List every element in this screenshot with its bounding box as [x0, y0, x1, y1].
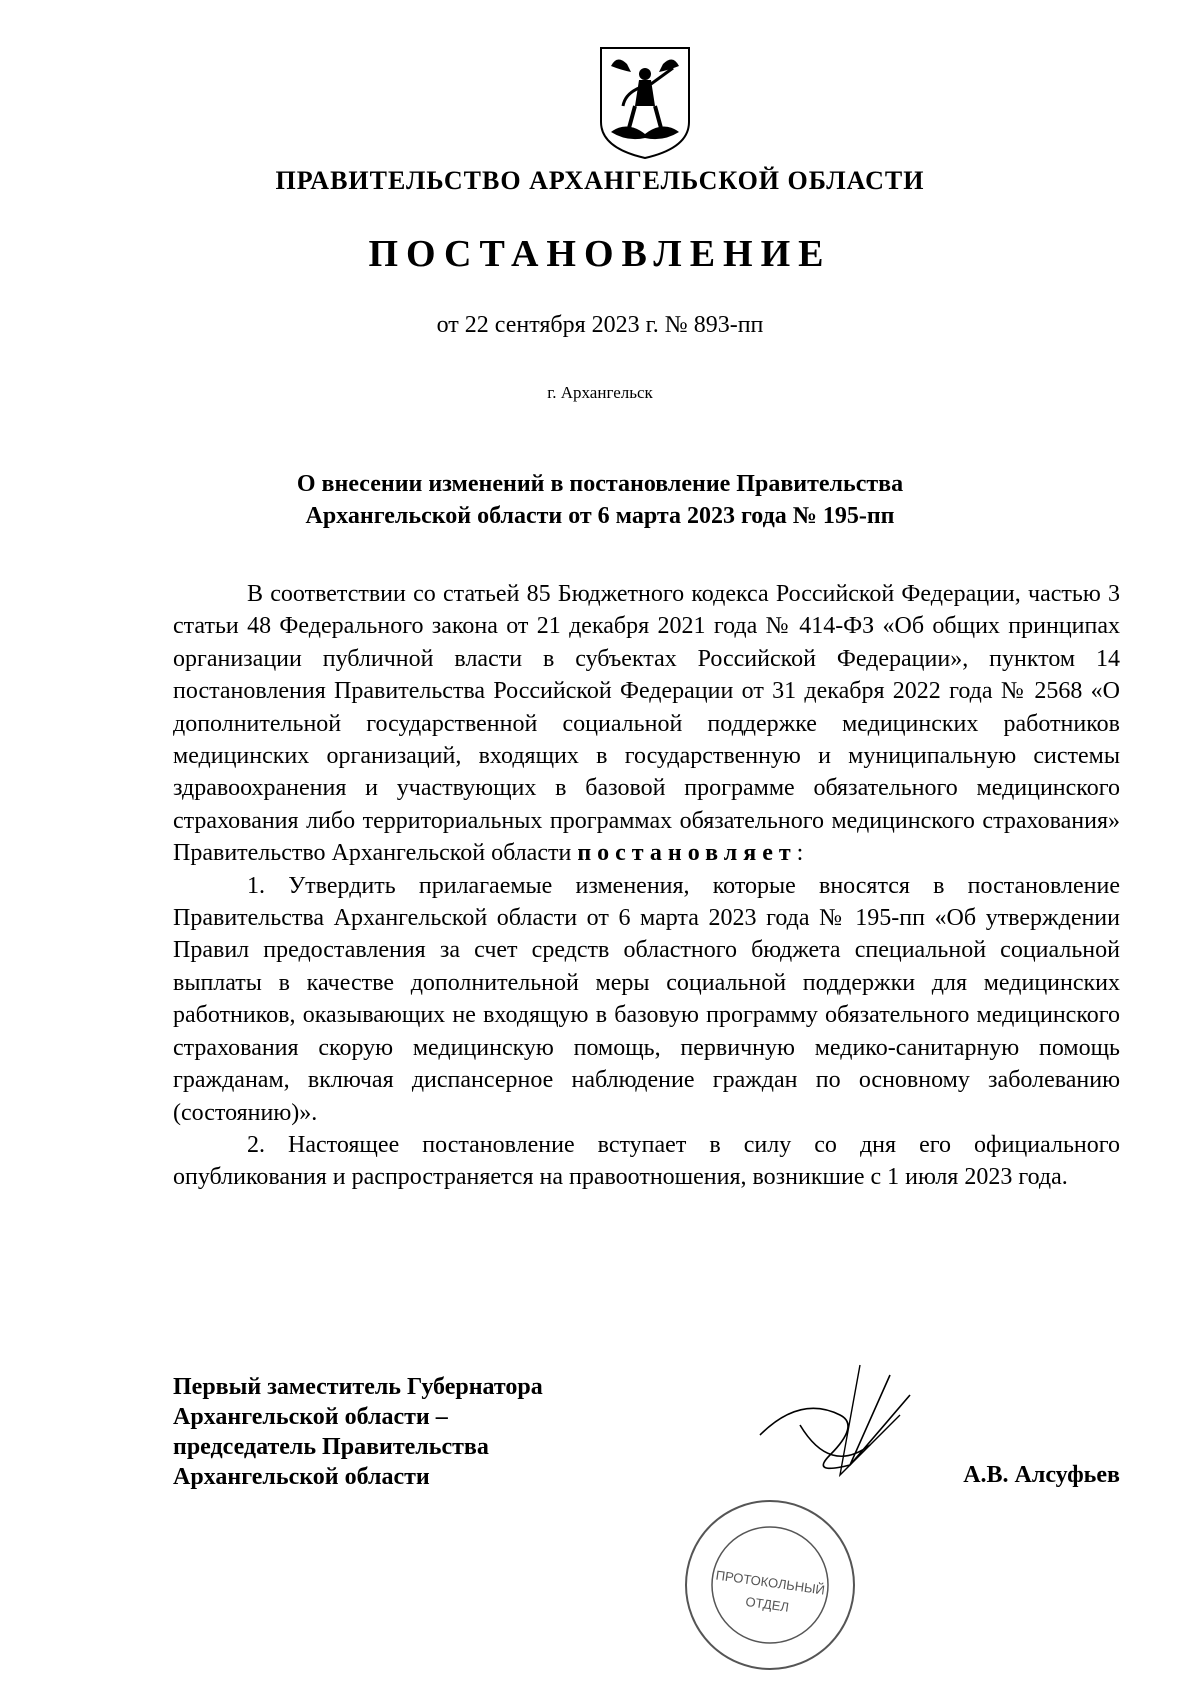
stamp-center-text-2: ОТДЕЛ	[744, 1593, 790, 1615]
document-subject	[200, 468, 1000, 532]
subject-line-2: Архангельской области от 6 марта 2023 года № 195-пп	[305, 503, 895, 529]
decree-colon: :	[796, 840, 804, 867]
item-1-paragraph: 1. Утвердить прилагаемые изменения, которые вносятся в постановление Правительства Архангельской области от 6 марта 2023 года № 195-пп «Об утверждении Правил предоставления за счет средств областного бюджета специальной социальной выплаты в качестве дополнительной меры социальной поддержки для медицинских работников, оказывающих не входящую в базовую программу обязательного медицинского страхования скорую медицинскую помощь, первичную медико-санитарную помощь гражданам, включая диспансерное наблюдение граждан по основному заболеванию (состоянию)».	[173, 872, 1120, 1126]
handwritten-signature-icon	[740, 1355, 940, 1505]
official-seal-stamp	[680, 1495, 860, 1675]
document-date-number: от 22 сентября 2023 г. № 893-пп	[436, 312, 764, 338]
signer-position-line: председатель Правительства	[173, 1434, 489, 1460]
subject-line-1: О внесении изменений в постановление Правительства	[296, 471, 904, 497]
signer-position-line: Архангельской области	[173, 1464, 430, 1490]
document-body	[173, 578, 1120, 1194]
signer-position	[173, 1372, 693, 1492]
signer-position-line: Архангельской области –	[173, 1404, 448, 1430]
government-name: ПРАВИТЕЛЬСТВО АРХАНГЕЛЬСКОЙ ОБЛАСТИ	[275, 166, 925, 195]
document-city: г. Архангельск	[547, 383, 653, 402]
preamble-paragraph	[173, 578, 1120, 870]
item-2-paragraph: 2. Настоящее постановление вступает в силу со дня его официального опубликования и распространяется на правоотношения, возникшие с 1 июля 2023 года.	[173, 1131, 1120, 1191]
stamp-center-text-1: ПРОТОКОЛЬНЫЙ	[714, 1567, 826, 1598]
decree-word: постановляет	[577, 840, 797, 867]
document-type: ПОСТАНОВЛЕНИЕ	[368, 233, 832, 275]
signer-name: А.В. Алсуфьев	[963, 1462, 1120, 1488]
preamble-text: В соответствии со статьей 85 Бюджетного кодекса Российской Федерации, частью 3 статьи 48 Федерального закона от 21 декабря 2021 года № 414-ФЗ «Об общих принципах организации публичной власти в субъектах Российской Федерации», пунктом 14 постановления Правительства Российской Федерации от 31 декабря 2022 года № 2568 «О дополнительной государственной социальной поддержке медицинских работников медицинских организаций, входящих в государственную и муниципальную системы здравоохранения и участвующих в базовой программе обязательного медицинского страхования либо территориальных программах обязательного медицинского страхования» Правительство Архангельской области	[173, 581, 1120, 867]
signer-position-line: Первый заместитель Губернатора	[173, 1374, 543, 1400]
coat-of-arms-icon	[597, 44, 693, 162]
